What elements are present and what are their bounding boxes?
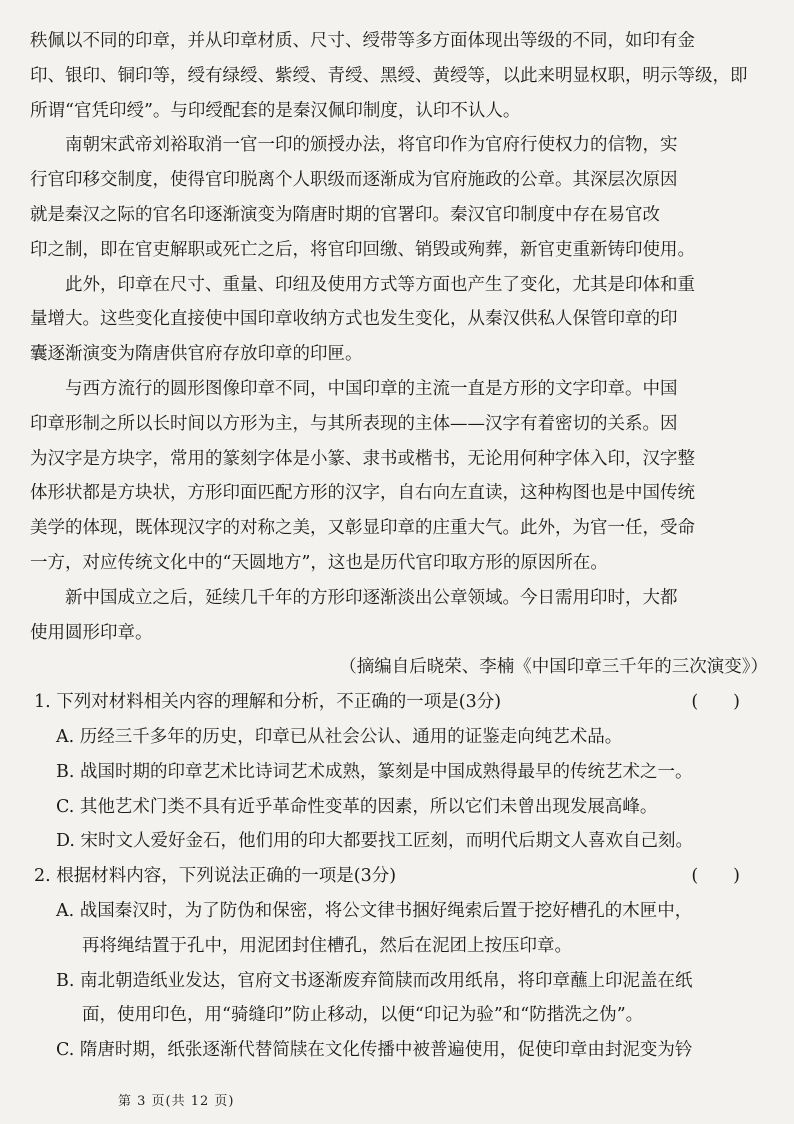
text-line: 所谓“官凭印绶”。与印绶配套的是秦汉佩印制度，认印不认人。 (30, 100, 521, 121)
page-number-footer: 第 3 页(共 12 页) (118, 1094, 235, 1109)
question-stem-text: 2. 根据材料内容，下列说法正确的一项是(3分) (34, 866, 397, 887)
text-line: 印、银印、铜印等，绶有绿绶、紫绶、青绶、黑绶、黄绶等，以此来明显权职，明示等级，即 (30, 65, 748, 86)
text-line: 量增大。这些变化直接使中国印章收纳方式也发生变化，从秦汉供私人保管印章的印 (30, 309, 678, 330)
text-line: 此外，印章在尺寸、重量、印纽及使用方式等方面也产生了变化，尤其是印体和重 (65, 274, 695, 295)
question-stem (30, 685, 770, 720)
paragraph-5 (30, 581, 770, 651)
text-line: 新中国成立之后，延续几千年的方形印逐渐淡出公章领域。今日需用印时，大都 (65, 587, 678, 608)
text-line: 体形状都是方块状，方形印面匹配方形的汉字，自右向左直读，这种构图也是中国传统 (30, 483, 695, 504)
answer-blank[interactable]: ( ) (691, 866, 740, 887)
question-1 (30, 685, 770, 859)
text-line: 美学的体现，既体现汉字的对称之美，又彰显印章的庄重大气。此外，为官一任，受命 (30, 518, 695, 539)
text-line: 为汉字是方块字，常用的篆刻字体是小篆、隶书或楷书，无论用何种字体入印，汉字整 (30, 448, 695, 469)
text-line: 印之制，即在官吏解职或死亡之后，将官印回缴、销毁或殉葬，新官吏重新铸印使用。 (30, 239, 695, 260)
text-line: 行官印移交制度，使得官印脱离个人职级而逐渐成为官府施政的公章。其深层次原因 (30, 170, 678, 191)
text-line: 秩佩以不同的印章，并从印章材质、尺寸、绶带等多方面体现出等级的不同，如印有金 (30, 31, 695, 51)
question-stem-text: 1. 下列对材料相关内容的理解和分析，不正确的一项是(3分) (34, 692, 502, 713)
option-c: C. 其他艺术门类不具有近乎革命性变革的因素，所以它们未曾出现发展高峰。 (56, 796, 658, 817)
option-d: D. 宋时文人爱好金石，他们用的印大都要找工匠刻，而明代后期文人喜欢自己刻。 (56, 831, 694, 852)
option-a: A. 历经三千多年的历史，印章已从社会公认、通用的证鉴走向纯艺术品。 (56, 726, 623, 747)
question-2 (30, 859, 770, 1068)
text-line: 一方，对应传统文化中的“天圆地方”，这也是历代官印取方形的原因所在。 (30, 552, 608, 573)
text-line: 就是秦汉之际的官名印逐渐演变为隋唐时期的官署印。秦汉官印制度中存在易官改 (30, 204, 660, 225)
option-c: C. 隋唐时期，纸张逐渐代替简牍在文化传播中被普遍使用，促使印章由封泥变为钤 (56, 1040, 693, 1061)
paragraph-1 (30, 24, 770, 128)
page-content (30, 24, 770, 1068)
question-stem (30, 859, 770, 894)
option-b-continued: 面，使用印色，用“骑缝印”防止移动，以便“印记为验”和“防揩洗之伪”。 (82, 1005, 644, 1026)
answer-blank[interactable]: ( ) (691, 692, 740, 713)
option-b: B. 战国时期的印章艺术比诗词艺术成熟，篆刻是中国成熟得最早的传统艺术之一。 (56, 761, 693, 782)
paragraph-2 (30, 128, 770, 267)
text-line: 印章形制之所以长时间以方形为主，与其所表现的主体——汉字有着密切的关系。因 (30, 413, 678, 434)
option-b: B. 南北朝造纸业发达，官府文书逐渐废弃简牍而改用纸帛，将印章蘸上印泥盖在纸 (56, 970, 693, 991)
text-line: 囊逐渐演变为隋唐供官府存放印章的印匣。 (30, 344, 363, 365)
paragraph-4 (30, 372, 770, 581)
source-citation: （摘编自后晓荣、李楠《中国印章三千年的三次演变》） (339, 657, 768, 678)
text-line: 使用圆形印章。 (30, 622, 153, 643)
text-line: 南朝宋武帝刘裕取消一官一印的颁授办法，将官印作为官府行使权力的信物，实 (65, 135, 678, 156)
option-a: A. 战国秦汉时，为了防伪和保密，将公文律书捆好绳索后置于挖好槽孔的木匣中， (56, 900, 693, 921)
paragraph-3 (30, 268, 770, 372)
text-line: 与西方流行的圆形图像印章不同，中国印章的主流一直是方形的文字印章。中国 (65, 378, 678, 399)
option-a-continued: 再将绳结置于孔中，用泥团封住槽孔，然后在泥团上按压印章。 (82, 935, 572, 956)
